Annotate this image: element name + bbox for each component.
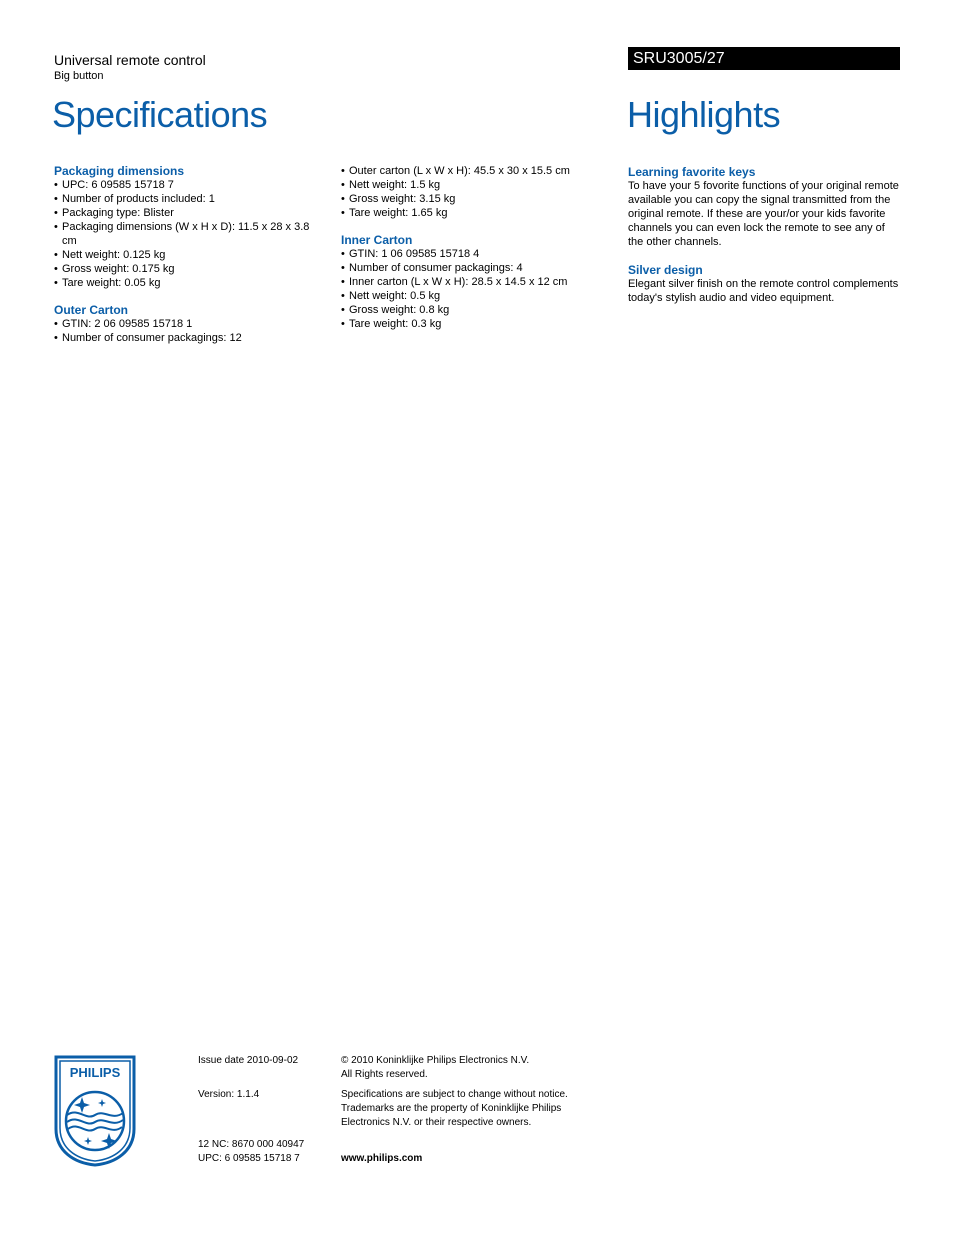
list-item: • Packaging dimensions (W x H x D): 11.5 x 28 x 3.8 cm	[54, 220, 324, 248]
list-item: • Tare weight: 0.05 kg	[54, 276, 324, 290]
highlight-text: To have your 5 fovorite functions of your original remote available you can copy the signal transmitted from the original remote. If these are your/or your kids favorite channels you can even lock the remote to see any of the other channels.	[628, 180, 899, 248]
list-item: • Tare weight: 1.65 kg	[341, 206, 606, 220]
product-codes	[198, 1138, 304, 1166]
list-item: • Number of consumer packagings: 12	[54, 331, 324, 345]
highlight-heading: Learning favorite keys	[628, 165, 756, 179]
list-item: • GTIN: 2 06 09585 15718 1	[54, 317, 324, 331]
upc-code: UPC: 6 09585 15718 7	[198, 1153, 300, 1164]
outer-carton-continued	[341, 164, 606, 220]
packaging-dimensions-section	[54, 164, 324, 290]
philips-shield-icon	[54, 1055, 136, 1167]
section-heading: Inner Carton	[341, 233, 413, 247]
specifications-title: Specifications	[52, 94, 268, 135]
product-name: Universal remote control	[54, 52, 206, 68]
list-item: • Gross weight: 0.175 kg	[54, 262, 324, 276]
highlight-learning-keys	[628, 165, 903, 249]
rights-line: All Rights reserved.	[341, 1069, 428, 1080]
list-item: • GTIN: 1 06 09585 15718 4	[341, 247, 606, 261]
highlights-column	[628, 165, 903, 319]
list-item: • Tare weight: 0.3 kg	[341, 317, 606, 331]
list-item: • Nett weight: 0.125 kg	[54, 248, 324, 262]
highlight-heading: Silver design	[628, 263, 703, 277]
highlights-title: Highlights	[627, 94, 781, 135]
version: Version: 1.1.4	[198, 1089, 260, 1100]
highlight-text: Elegant silver finish on the remote control complements today's stylish audio and video equipment.	[628, 278, 899, 304]
list-item: • Nett weight: 1.5 kg	[341, 178, 606, 192]
spec-column-middle	[341, 164, 606, 344]
model-number-bar: SRU3005/27	[628, 47, 900, 70]
list-item: • Number of consumer packagings: 4	[341, 261, 606, 275]
philips-logo	[54, 1055, 136, 1167]
outer-carton-section	[54, 303, 324, 345]
legal-notice: Specifications are subject to change without notice. Trademarks are the property of Koninklijke Philips Electronics N.V. or their respective owners.	[341, 1089, 568, 1128]
list-item: • Nett weight: 0.5 kg	[341, 289, 606, 303]
inner-carton-section	[341, 233, 606, 331]
section-heading: Packaging dimensions	[54, 164, 185, 178]
website-link[interactable]: www.philips.com	[341, 1153, 423, 1164]
copyright-line: © 2010 Koninklijke Philips Electronics N.V.	[341, 1055, 530, 1066]
spec-column-left	[54, 164, 324, 358]
nc-code: 12 NC: 8670 000 40947	[198, 1139, 305, 1150]
product-subtitle: Big button	[54, 70, 104, 82]
list-item: • Gross weight: 3.15 kg	[341, 192, 606, 206]
issue-date: Issue date 2010-09-02	[198, 1055, 299, 1066]
list-item: • Packaging type: Blister	[54, 206, 324, 220]
list-item: • Gross weight: 0.8 kg	[341, 303, 606, 317]
list-item: • Outer carton (L x W x H): 45.5 x 30 x 15.5 cm	[341, 164, 606, 178]
highlight-silver-design	[628, 263, 903, 305]
logo-wordmark: PHILIPS	[69, 1065, 121, 1080]
list-item: • UPC: 6 09585 15718 7	[54, 178, 324, 192]
list-item: • Number of products included: 1	[54, 192, 324, 206]
section-heading: Outer Carton	[54, 303, 129, 317]
copyright	[341, 1054, 601, 1082]
list-item: • Inner carton (L x W x H): 28.5 x 14.5 x 12 cm	[341, 275, 606, 289]
